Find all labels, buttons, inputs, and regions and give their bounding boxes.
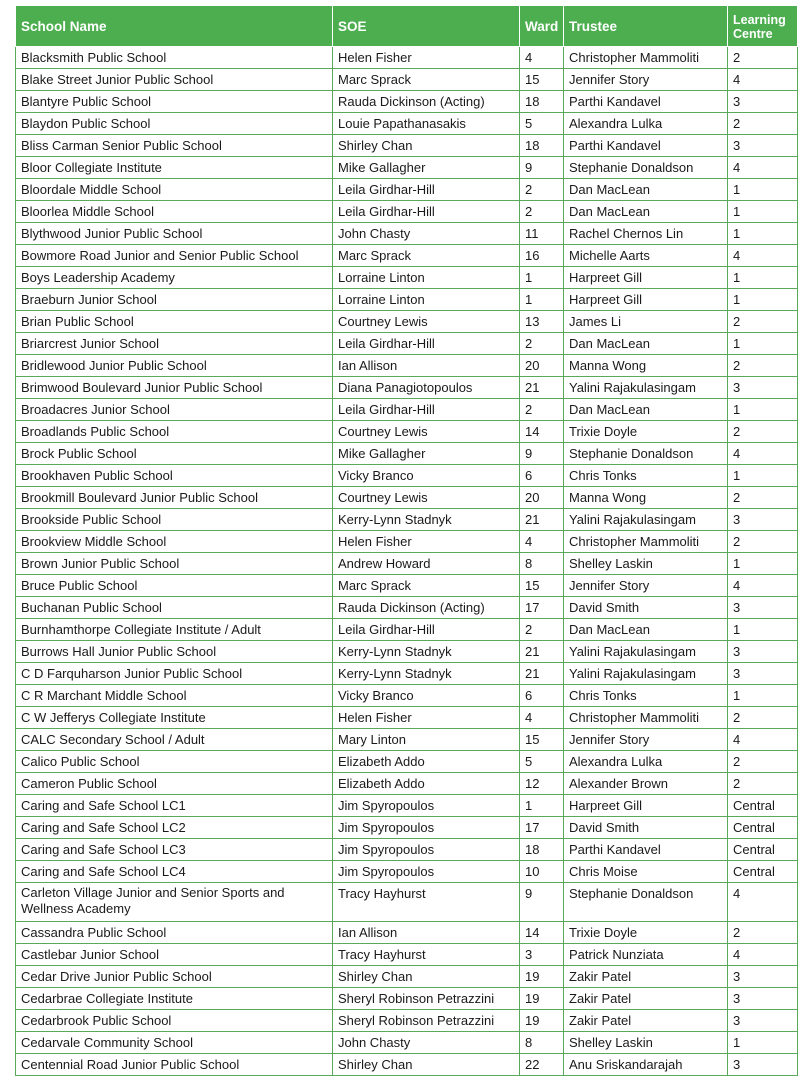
cell-school-name: Brown Junior Public School <box>16 553 333 575</box>
table-row <box>16 751 798 773</box>
cell-ward: 5 <box>520 751 564 773</box>
cell-school-name: Cedarbrae Collegiate Institute <box>16 988 333 1010</box>
cell-soe: Diana Panagiotopoulos <box>333 377 520 399</box>
table-row <box>16 597 798 619</box>
cell-soe: John Chasty <box>333 223 520 245</box>
cell-school-name: Briarcrest Junior School <box>16 333 333 355</box>
cell-soe: Andrew Howard <box>333 553 520 575</box>
cell-soe: Courtney Lewis <box>333 311 520 333</box>
cell-ward: 14 <box>520 922 564 944</box>
cell-learning-centre: 1 <box>728 201 798 223</box>
cell-trustee: Stephanie Donaldson <box>564 157 728 179</box>
cell-ward: 4 <box>520 531 564 553</box>
cell-trustee: Dan MacLean <box>564 333 728 355</box>
header-learning-centre: Learning Centre <box>728 6 798 47</box>
cell-ward: 2 <box>520 619 564 641</box>
cell-school-name: Broadlands Public School <box>16 421 333 443</box>
cell-learning-centre: 1 <box>728 553 798 575</box>
cell-trustee: Dan MacLean <box>564 201 728 223</box>
table-row <box>16 1054 798 1076</box>
cell-trustee: Stephanie Donaldson <box>564 443 728 465</box>
table-row <box>16 988 798 1010</box>
cell-school-name: Bruce Public School <box>16 575 333 597</box>
cell-trustee: Michelle Aarts <box>564 245 728 267</box>
cell-ward: 15 <box>520 729 564 751</box>
cell-ward: 1 <box>520 267 564 289</box>
cell-trustee: David Smith <box>564 597 728 619</box>
cell-learning-centre: 3 <box>728 1054 798 1076</box>
table-row <box>16 377 798 399</box>
cell-school-name: Cedarvale Community School <box>16 1032 333 1054</box>
cell-trustee: Yalini Rajakulasingam <box>564 663 728 685</box>
cell-trustee: Shelley Laskin <box>564 553 728 575</box>
cell-ward: 16 <box>520 245 564 267</box>
cell-learning-centre: 2 <box>728 421 798 443</box>
cell-soe: Louie Papathanasakis <box>333 113 520 135</box>
cell-learning-centre: 1 <box>728 399 798 421</box>
cell-ward: 13 <box>520 311 564 333</box>
cell-trustee: Jennifer Story <box>564 575 728 597</box>
cell-ward: 19 <box>520 966 564 988</box>
cell-school-name: Cedarbrook Public School <box>16 1010 333 1032</box>
table-row <box>16 1032 798 1054</box>
cell-ward: 19 <box>520 1010 564 1032</box>
cell-trustee: Harpreet Gill <box>564 267 728 289</box>
cell-school-name: Boys Leadership Academy <box>16 267 333 289</box>
cell-trustee: Chris Moise <box>564 861 728 883</box>
cell-soe: Leila Girdhar-Hill <box>333 333 520 355</box>
cell-learning-centre: Central <box>728 861 798 883</box>
cell-school-name: Cassandra Public School <box>16 922 333 944</box>
cell-school-name: Buchanan Public School <box>16 597 333 619</box>
cell-ward: 1 <box>520 289 564 311</box>
cell-trustee: Alexandra Lulka <box>564 113 728 135</box>
cell-soe: Mary Linton <box>333 729 520 751</box>
cell-learning-centre: Central <box>728 839 798 861</box>
cell-learning-centre: 4 <box>728 157 798 179</box>
cell-learning-centre: 3 <box>728 641 798 663</box>
cell-learning-centre: 4 <box>728 883 798 922</box>
cell-school-name: Brookview Middle School <box>16 531 333 553</box>
cell-ward: 12 <box>520 773 564 795</box>
cell-soe: Courtney Lewis <box>333 487 520 509</box>
cell-learning-centre: 1 <box>728 333 798 355</box>
cell-soe: Elizabeth Addo <box>333 751 520 773</box>
cell-school-name: Bloorlea Middle School <box>16 201 333 223</box>
cell-trustee: Harpreet Gill <box>564 289 728 311</box>
table-row <box>16 355 798 377</box>
table-row <box>16 883 798 922</box>
cell-trustee: David Smith <box>564 817 728 839</box>
cell-soe: Marc Sprack <box>333 69 520 91</box>
cell-soe: Helen Fisher <box>333 531 520 553</box>
table-row <box>16 729 798 751</box>
cell-trustee: Trixie Doyle <box>564 421 728 443</box>
cell-soe: Elizabeth Addo <box>333 773 520 795</box>
cell-soe: Shirley Chan <box>333 966 520 988</box>
cell-soe: Leila Girdhar-Hill <box>333 179 520 201</box>
cell-ward: 18 <box>520 839 564 861</box>
table-row <box>16 944 798 966</box>
cell-school-name: Brookside Public School <box>16 509 333 531</box>
table-row <box>16 575 798 597</box>
cell-learning-centre: 2 <box>728 47 798 69</box>
cell-soe: Vicky Branco <box>333 465 520 487</box>
header-soe: SOE <box>333 6 520 47</box>
table-row <box>16 465 798 487</box>
table-body <box>16 47 798 1076</box>
cell-ward: 21 <box>520 641 564 663</box>
cell-learning-centre: Central <box>728 817 798 839</box>
cell-trustee: Alexandra Lulka <box>564 751 728 773</box>
header-ward: Ward <box>520 6 564 47</box>
cell-school-name: Caring and Safe School LC3 <box>16 839 333 861</box>
cell-school-name: Blacksmith Public School <box>16 47 333 69</box>
cell-soe: Jim Spyropoulos <box>333 839 520 861</box>
cell-soe: Lorraine Linton <box>333 267 520 289</box>
table-row <box>16 443 798 465</box>
cell-trustee: Dan MacLean <box>564 399 728 421</box>
cell-school-name: Bliss Carman Senior Public School <box>16 135 333 157</box>
cell-soe: Ian Allison <box>333 922 520 944</box>
cell-learning-centre: 3 <box>728 377 798 399</box>
cell-soe: Jim Spyropoulos <box>333 795 520 817</box>
cell-learning-centre: 3 <box>728 91 798 113</box>
table-row <box>16 289 798 311</box>
cell-school-name: Bloordale Middle School <box>16 179 333 201</box>
cell-learning-centre: 4 <box>728 729 798 751</box>
cell-school-name: Burrows Hall Junior Public School <box>16 641 333 663</box>
cell-learning-centre: 4 <box>728 245 798 267</box>
cell-trustee: Yalini Rajakulasingam <box>564 377 728 399</box>
cell-ward: 2 <box>520 179 564 201</box>
table-row <box>16 223 798 245</box>
cell-ward: 4 <box>520 47 564 69</box>
cell-school-name: Brimwood Boulevard Junior Public School <box>16 377 333 399</box>
cell-learning-centre: 1 <box>728 223 798 245</box>
cell-school-name: Burnhamthorpe Collegiate Institute / Adult <box>16 619 333 641</box>
cell-soe: Kerry-Lynn Stadnyk <box>333 663 520 685</box>
cell-school-name: Cameron Public School <box>16 773 333 795</box>
cell-learning-centre: 2 <box>728 531 798 553</box>
cell-ward: 10 <box>520 861 564 883</box>
table-row <box>16 509 798 531</box>
cell-trustee: Manna Wong <box>564 487 728 509</box>
cell-ward: 2 <box>520 399 564 421</box>
cell-trustee: Parthi Kandavel <box>564 839 728 861</box>
cell-soe: Sheryl Robinson Petrazzini <box>333 988 520 1010</box>
cell-trustee: Christopher Mammoliti <box>564 47 728 69</box>
cell-ward: 21 <box>520 663 564 685</box>
header-row <box>16 6 798 47</box>
cell-learning-centre: 1 <box>728 619 798 641</box>
cell-trustee: Patrick Nunziata <box>564 944 728 966</box>
cell-learning-centre: 1 <box>728 685 798 707</box>
cell-school-name: C W Jefferys Collegiate Institute <box>16 707 333 729</box>
cell-trustee: James Li <box>564 311 728 333</box>
cell-learning-centre: 3 <box>728 509 798 531</box>
cell-ward: 9 <box>520 443 564 465</box>
table-row <box>16 201 798 223</box>
cell-school-name: Bloor Collegiate Institute <box>16 157 333 179</box>
cell-soe: Vicky Branco <box>333 685 520 707</box>
table-row <box>16 245 798 267</box>
cell-school-name: Brookhaven Public School <box>16 465 333 487</box>
cell-learning-centre: 2 <box>728 922 798 944</box>
table-row <box>16 773 798 795</box>
cell-trustee: Jennifer Story <box>564 69 728 91</box>
cell-soe: Kerry-Lynn Stadnyk <box>333 509 520 531</box>
cell-school-name: Centennial Road Junior Public School <box>16 1054 333 1076</box>
cell-trustee: Dan MacLean <box>564 179 728 201</box>
table-row <box>16 531 798 553</box>
cell-ward: 2 <box>520 333 564 355</box>
cell-school-name: C D Farquharson Junior Public School <box>16 663 333 685</box>
cell-trustee: Chris Tonks <box>564 465 728 487</box>
cell-soe: Shirley Chan <box>333 1054 520 1076</box>
cell-trustee: Parthi Kandavel <box>564 135 728 157</box>
cell-soe: Lorraine Linton <box>333 289 520 311</box>
cell-school-name: Blythwood Junior Public School <box>16 223 333 245</box>
cell-school-name: Caring and Safe School LC1 <box>16 795 333 817</box>
table-row <box>16 91 798 113</box>
cell-ward: 17 <box>520 817 564 839</box>
cell-ward: 21 <box>520 377 564 399</box>
cell-learning-centre: 3 <box>728 663 798 685</box>
cell-school-name: Broadacres Junior School <box>16 399 333 421</box>
table-row <box>16 641 798 663</box>
cell-trustee: Christopher Mammoliti <box>564 531 728 553</box>
cell-learning-centre: 2 <box>728 355 798 377</box>
cell-ward: 18 <box>520 135 564 157</box>
cell-school-name: Caring and Safe School LC2 <box>16 817 333 839</box>
cell-ward: 17 <box>520 597 564 619</box>
cell-school-name: Caring and Safe School LC4 <box>16 861 333 883</box>
cell-ward: 4 <box>520 707 564 729</box>
header-school-name: School Name <box>16 6 333 47</box>
cell-learning-centre: 3 <box>728 135 798 157</box>
cell-ward: 1 <box>520 795 564 817</box>
header-trustee: Trustee <box>564 6 728 47</box>
table-row <box>16 922 798 944</box>
table-row <box>16 861 798 883</box>
cell-school-name: Brock Public School <box>16 443 333 465</box>
table-header <box>16 6 798 47</box>
cell-trustee: Christopher Mammoliti <box>564 707 728 729</box>
table-row <box>16 817 798 839</box>
cell-ward: 20 <box>520 487 564 509</box>
cell-learning-centre: 2 <box>728 707 798 729</box>
cell-soe: Tracy Hayhurst <box>333 944 520 966</box>
cell-ward: 15 <box>520 575 564 597</box>
cell-learning-centre: 1 <box>728 179 798 201</box>
cell-learning-centre: 2 <box>728 113 798 135</box>
cell-learning-centre: 1 <box>728 465 798 487</box>
cell-learning-centre: 4 <box>728 443 798 465</box>
cell-learning-centre: 3 <box>728 988 798 1010</box>
cell-learning-centre: 3 <box>728 597 798 619</box>
cell-ward: 22 <box>520 1054 564 1076</box>
cell-ward: 9 <box>520 157 564 179</box>
cell-trustee: Anu Sriskandarajah <box>564 1054 728 1076</box>
cell-ward: 3 <box>520 944 564 966</box>
cell-school-name: C R Marchant Middle School <box>16 685 333 707</box>
cell-trustee: Stephanie Donaldson <box>564 883 728 922</box>
cell-soe: Kerry-Lynn Stadnyk <box>333 641 520 663</box>
cell-learning-centre: 4 <box>728 944 798 966</box>
cell-ward: 15 <box>520 69 564 91</box>
cell-learning-centre: 4 <box>728 69 798 91</box>
cell-school-name: Carleton Village Junior and Senior Sports and Wellness Academy <box>16 883 333 922</box>
cell-school-name: CALC Secondary School / Adult <box>16 729 333 751</box>
table-row <box>16 966 798 988</box>
cell-trustee: Trixie Doyle <box>564 922 728 944</box>
cell-soe: Mike Gallagher <box>333 443 520 465</box>
cell-trustee: Yalini Rajakulasingam <box>564 509 728 531</box>
table-row <box>16 421 798 443</box>
table-row <box>16 685 798 707</box>
cell-soe: Sheryl Robinson Petrazzini <box>333 1010 520 1032</box>
cell-school-name: Blantyre Public School <box>16 91 333 113</box>
cell-learning-centre: 1 <box>728 267 798 289</box>
cell-ward: 18 <box>520 91 564 113</box>
cell-ward: 20 <box>520 355 564 377</box>
table-row <box>16 113 798 135</box>
table-row <box>16 707 798 729</box>
cell-learning-centre: 1 <box>728 1032 798 1054</box>
cell-soe: Ian Allison <box>333 355 520 377</box>
table-row <box>16 179 798 201</box>
cell-soe: Rauda Dickinson (Acting) <box>333 597 520 619</box>
cell-soe: Helen Fisher <box>333 47 520 69</box>
cell-soe: Shirley Chan <box>333 135 520 157</box>
cell-soe: Tracy Hayhurst <box>333 883 520 922</box>
table-row <box>16 399 798 421</box>
cell-soe: Leila Girdhar-Hill <box>333 619 520 641</box>
table-row <box>16 47 798 69</box>
table-row <box>16 1010 798 1032</box>
schools-table <box>15 5 798 1076</box>
cell-learning-centre: 3 <box>728 966 798 988</box>
cell-learning-centre: 3 <box>728 1010 798 1032</box>
cell-learning-centre: 4 <box>728 575 798 597</box>
cell-soe: Jim Spyropoulos <box>333 817 520 839</box>
cell-trustee: Zakir Patel <box>564 1010 728 1032</box>
table-row <box>16 135 798 157</box>
cell-ward: 6 <box>520 685 564 707</box>
table-row <box>16 553 798 575</box>
table-row <box>16 663 798 685</box>
cell-soe: Leila Girdhar-Hill <box>333 201 520 223</box>
table-row <box>16 267 798 289</box>
cell-trustee: Rachel Chernos Lin <box>564 223 728 245</box>
cell-soe: John Chasty <box>333 1032 520 1054</box>
cell-school-name: Blaydon Public School <box>16 113 333 135</box>
cell-trustee: Shelley Laskin <box>564 1032 728 1054</box>
cell-ward: 11 <box>520 223 564 245</box>
cell-learning-centre: 2 <box>728 751 798 773</box>
cell-ward: 8 <box>520 553 564 575</box>
cell-trustee: Chris Tonks <box>564 685 728 707</box>
table-row <box>16 619 798 641</box>
cell-trustee: Dan MacLean <box>564 619 728 641</box>
cell-soe: Courtney Lewis <box>333 421 520 443</box>
cell-learning-centre: 2 <box>728 487 798 509</box>
cell-ward: 9 <box>520 883 564 922</box>
cell-school-name: Bridlewood Junior Public School <box>16 355 333 377</box>
cell-ward: 8 <box>520 1032 564 1054</box>
cell-school-name: Bowmore Road Junior and Senior Public School <box>16 245 333 267</box>
cell-ward: 14 <box>520 421 564 443</box>
table-row <box>16 839 798 861</box>
cell-soe: Marc Sprack <box>333 575 520 597</box>
table-row <box>16 487 798 509</box>
cell-ward: 2 <box>520 201 564 223</box>
cell-learning-centre: Central <box>728 795 798 817</box>
cell-ward: 5 <box>520 113 564 135</box>
cell-soe: Leila Girdhar-Hill <box>333 399 520 421</box>
cell-soe: Jim Spyropoulos <box>333 861 520 883</box>
cell-learning-centre: 2 <box>728 311 798 333</box>
table-row <box>16 795 798 817</box>
table-row <box>16 157 798 179</box>
cell-school-name: Braeburn Junior School <box>16 289 333 311</box>
cell-school-name: Blake Street Junior Public School <box>16 69 333 91</box>
table-row <box>16 69 798 91</box>
cell-trustee: Jennifer Story <box>564 729 728 751</box>
table-row <box>16 311 798 333</box>
cell-trustee: Zakir Patel <box>564 988 728 1010</box>
cell-school-name: Brookmill Boulevard Junior Public School <box>16 487 333 509</box>
cell-trustee: Alexander Brown <box>564 773 728 795</box>
cell-trustee: Zakir Patel <box>564 966 728 988</box>
cell-learning-centre: 1 <box>728 289 798 311</box>
cell-school-name: Brian Public School <box>16 311 333 333</box>
cell-soe: Helen Fisher <box>333 707 520 729</box>
cell-soe: Marc Sprack <box>333 245 520 267</box>
cell-soe: Rauda Dickinson (Acting) <box>333 91 520 113</box>
cell-ward: 19 <box>520 988 564 1010</box>
cell-trustee: Parthi Kandavel <box>564 91 728 113</box>
table-row <box>16 333 798 355</box>
cell-trustee: Yalini Rajakulasingam <box>564 641 728 663</box>
cell-trustee: Harpreet Gill <box>564 795 728 817</box>
cell-ward: 6 <box>520 465 564 487</box>
cell-trustee: Manna Wong <box>564 355 728 377</box>
cell-school-name: Castlebar Junior School <box>16 944 333 966</box>
cell-school-name: Calico Public School <box>16 751 333 773</box>
cell-soe: Mike Gallagher <box>333 157 520 179</box>
cell-school-name: Cedar Drive Junior Public School <box>16 966 333 988</box>
cell-ward: 21 <box>520 509 564 531</box>
cell-learning-centre: 2 <box>728 773 798 795</box>
